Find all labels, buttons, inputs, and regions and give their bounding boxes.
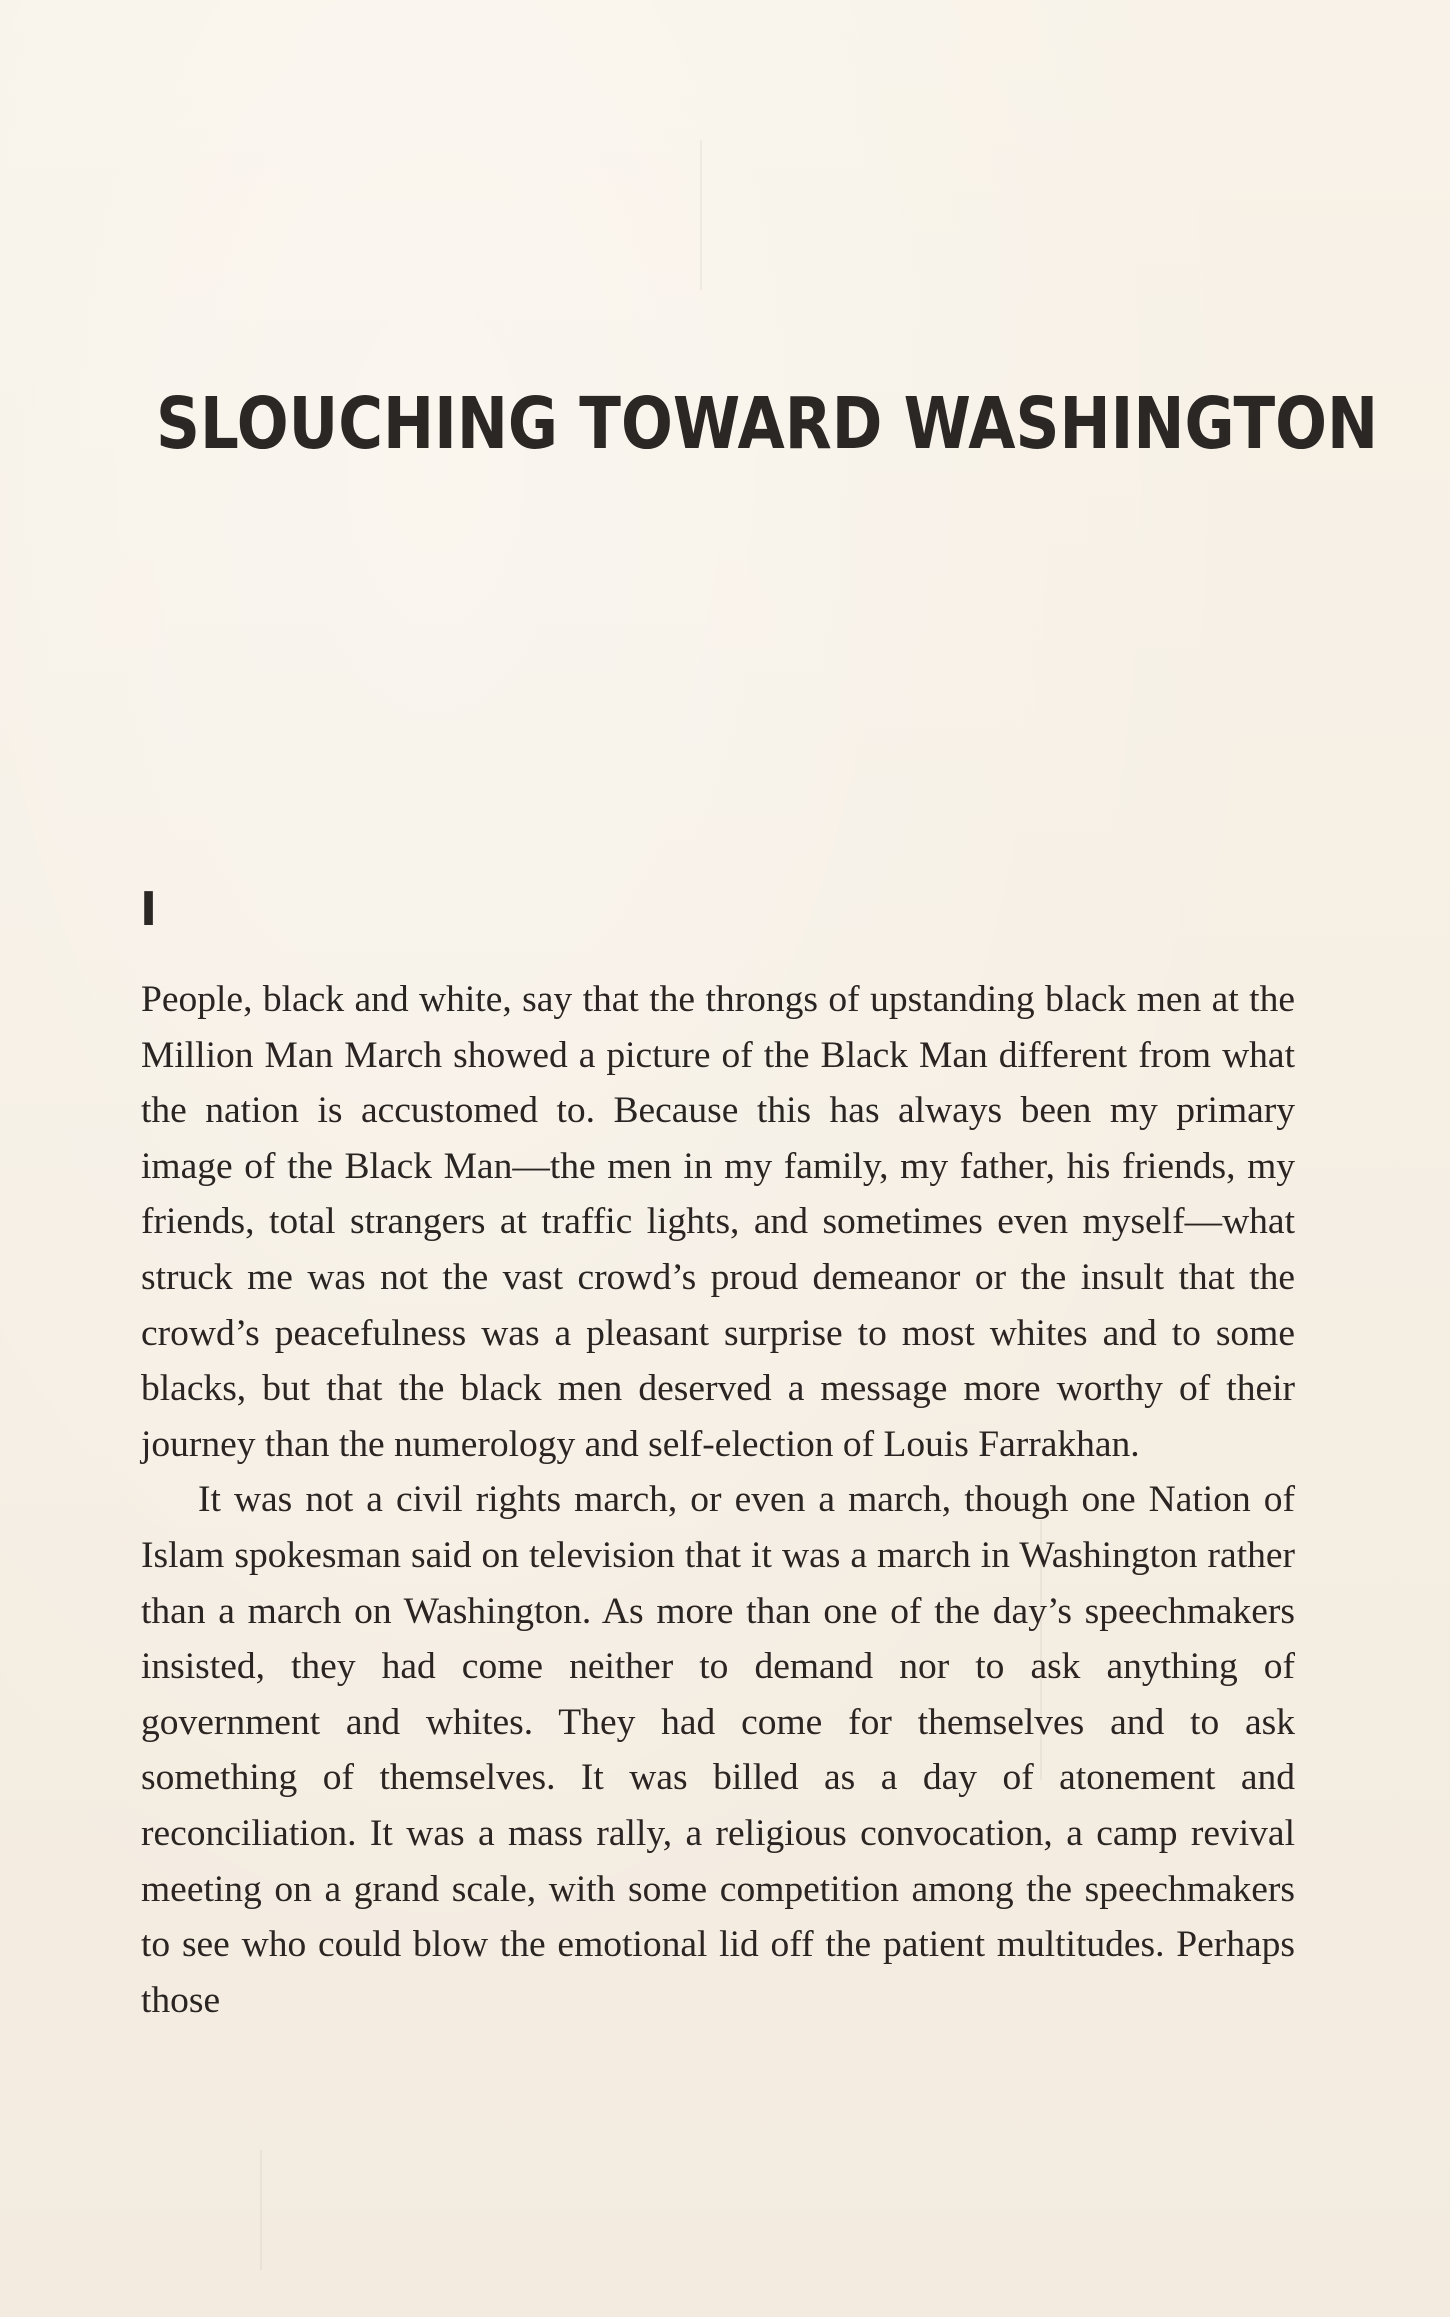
chapter-title: SLOUCHING TOWARD WASHINGTON (156, 382, 1379, 465)
bleed-through-mark (700, 140, 702, 290)
paragraph: People, black and white, say that the throngs of upstanding black men at the Million Man March showed a picture of the Black Man different from what the nation is accustomed to. Because this has always been my primary image of the Black Man—the men in my family, my father, his friends, my friends, total strangers at traffic lights, and sometimes even myself—what struck me was not the vast crowd’s proud demeanor or the insult that the crowd’s peacefulness was a pleasant surprise to most whites and to some blacks, but that the black men deserved a message more worthy of their journey than the numerology and self-election of Louis Farrakhan. (141, 979, 1295, 1465)
paragraph: It was not a civil rights march, or even a march, though one Nation of Islam spokesman said on television that it was a march in Washington rather than a march on Washington. As more than one of the day’s speechmakers insisted, they had come neither to demand nor to ask anything of government and whites. They had come for themselves and to ask something of themselves. It was billed as a day of atonement and reconciliation. It was a mass rally, a religious convocation, a camp revival meeting on a grand scale, with some competition among the speechmakers to see who could blow the emotional lid off the patient multitudes. Perhaps those (141, 1479, 1295, 2021)
body-text (141, 972, 1295, 2028)
bleed-through-mark (260, 2150, 262, 2270)
section-number: I (140, 882, 158, 936)
